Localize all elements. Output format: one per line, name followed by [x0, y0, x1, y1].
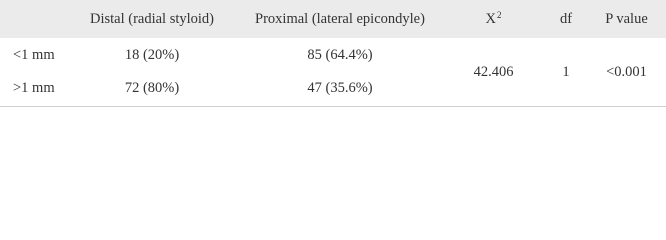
row-label: <1 mm — [13, 46, 55, 63]
cell-chi-square-value: 42.406 — [473, 63, 514, 80]
header-row-label — [0, 0, 66, 38]
header-distal: Distal (radial styloid) — [89, 10, 215, 27]
cell-proximal: 47 (35.6%) — [307, 80, 373, 97]
header-chi-square — [442, 0, 545, 38]
header-chi-superscript: 2 — [496, 9, 502, 20]
table-header-row — [0, 0, 666, 38]
cell-distal: 72 (80%) — [124, 80, 180, 97]
row-label: >1 mm — [13, 80, 55, 97]
cell-p-value: <0.001 — [606, 63, 647, 80]
header-proximal: Proximal (lateral epicondyle) — [255, 10, 425, 27]
cell-distal: 18 (20%) — [124, 46, 180, 63]
results-table-container — [0, 0, 666, 106]
cell-df-value: 1 — [562, 63, 570, 80]
cell-proximal: 85 (64.4%) — [307, 46, 373, 63]
header-chi-base: X — [485, 10, 496, 27]
header-p-value: P value — [605, 10, 648, 27]
header-df: df — [559, 10, 573, 27]
